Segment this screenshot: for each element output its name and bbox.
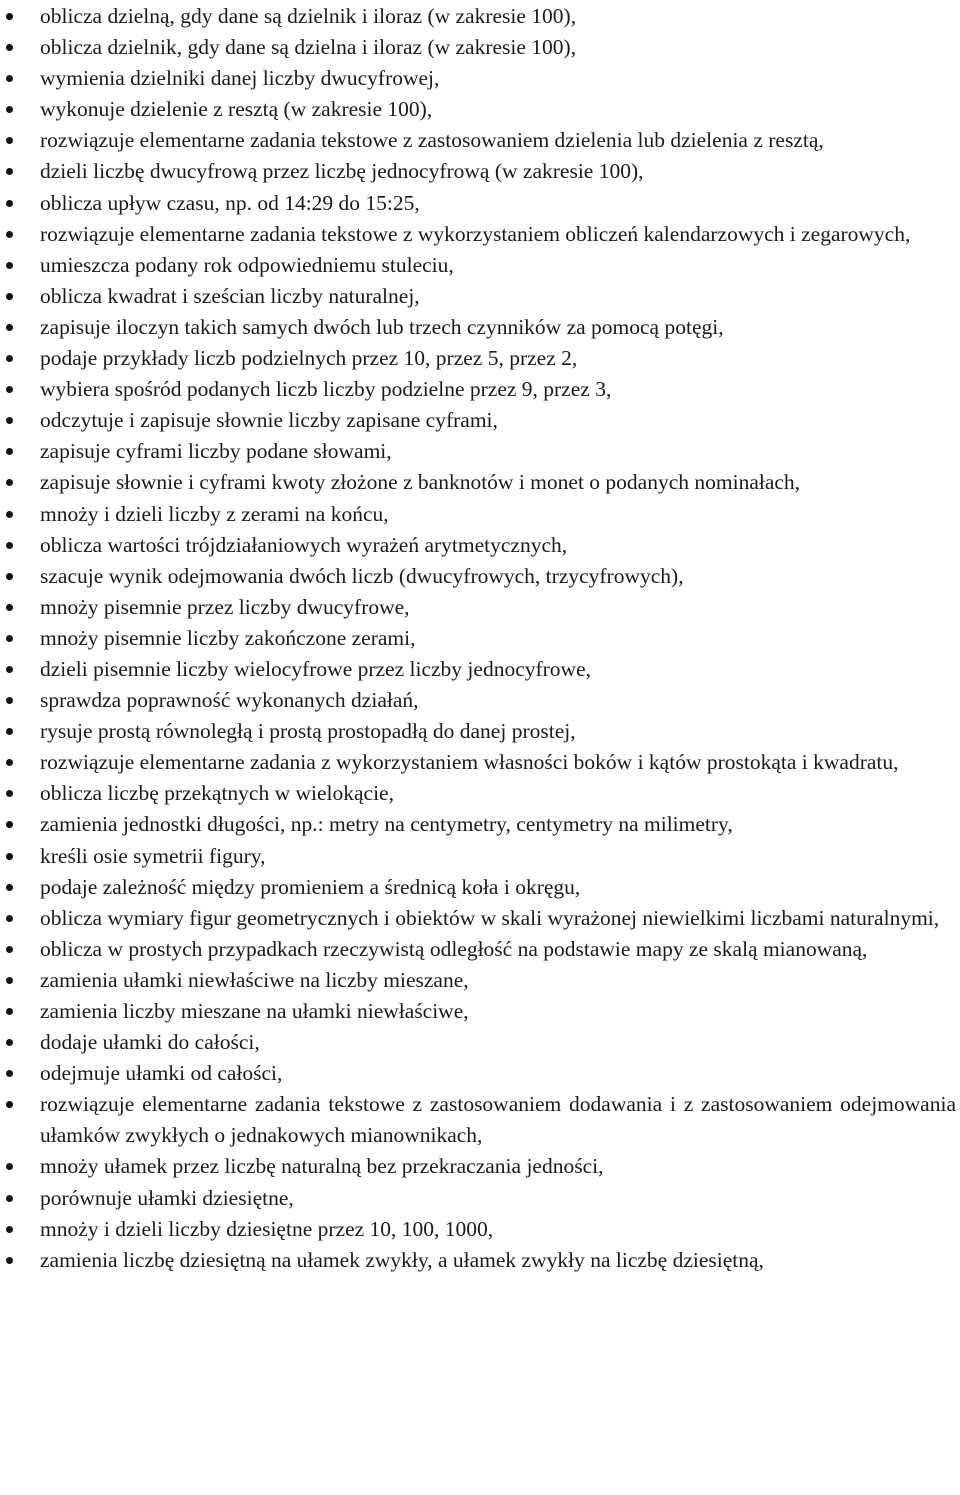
list-item [0, 561, 960, 592]
list-item [0, 841, 960, 872]
list-item-text: mnoży i dzieli liczby dziesiętne przez 10, 100, 1000, [40, 1216, 494, 1241]
list-item-text: wybiera spośród podanych liczb liczby podzielne przez 9, przez 3, [40, 377, 612, 402]
list-item [0, 467, 960, 498]
bullet-icon [6, 1101, 13, 1108]
list-item [0, 1183, 960, 1214]
list-item-text: zapisuje cyframi liczby podane słowami, [40, 439, 392, 464]
bullet-icon [6, 293, 13, 300]
bullet-icon [6, 697, 13, 704]
list-item-text: oblicza upływ czasu, np. od 14:29 do 15:25, [40, 190, 420, 215]
list-item-text: rozwiązuje elementarne zadania tekstowe z zastosowaniem dzielenia lub dzielenia z resztą, [40, 128, 824, 153]
list-item [0, 716, 960, 747]
bullet-icon [6, 1257, 13, 1264]
list-item-text: zamienia liczbę dziesiętną na ułamek zwykły, a ułamek zwykły na liczbę dziesiętną, [40, 1247, 764, 1272]
list-item-text: rysuje prostą równoległą i prostą prostopadłą do danej prostej, [40, 719, 576, 744]
bullet-icon [6, 106, 13, 113]
bullet-icon [6, 759, 13, 766]
bullet-icon [6, 511, 13, 518]
list-item-text: zamienia jednostki długości, np.: metry na centymetry, centymetry na milimetry, [40, 812, 733, 837]
bullet-icon [6, 853, 13, 860]
bullet-icon [6, 231, 13, 238]
list-item [0, 219, 960, 250]
bullet-icon [6, 1039, 13, 1046]
list-item [0, 1089, 960, 1151]
list-item [0, 312, 960, 343]
list-item-text: porównuje ułamki dziesiętne, [40, 1185, 294, 1210]
list-item-text: zamienia ułamki niewłaściwe na liczby mieszane, [40, 967, 469, 992]
bullet-icon [6, 977, 13, 984]
list-item [0, 281, 960, 312]
list-item-text: podaje zależność między promieniem a średnicą koła i okręgu, [40, 874, 581, 899]
list-item [0, 1151, 960, 1182]
list-item-text: szacuje wynik odejmowania dwóch liczb (dwucyfrowych, trzycyfrowych), [40, 563, 684, 588]
list-item [0, 809, 960, 840]
list-item-text: mnoży pisemnie przez liczby dwucyfrowe, [40, 594, 410, 619]
list-item-text: rozwiązuje elementarne zadania tekstowe z zastosowaniem dodawania i z zastosowaniem odejmowania ułamków zwykłych o jednakowych mianownikach, [40, 1092, 956, 1148]
bullet-icon [6, 635, 13, 642]
bullet-icon [6, 324, 13, 331]
list-item [0, 94, 960, 125]
list-item [0, 1027, 960, 1058]
list-item [0, 934, 960, 965]
list-item [0, 405, 960, 436]
bullet-icon [6, 821, 13, 828]
list-item-text: wymienia dzielniki danej liczby dwucyfrowej, [40, 66, 440, 91]
list-item [0, 685, 960, 716]
bullet-icon [6, 1226, 13, 1233]
list-item [0, 436, 960, 467]
bullet-icon [6, 542, 13, 549]
list-item-text: zapisuje iloczyn takich samych dwóch lub trzech czynników za pomocą potęgi, [40, 314, 724, 339]
list-item [0, 903, 960, 934]
bullet-icon [6, 666, 13, 673]
bullet-icon [6, 448, 13, 455]
list-item [0, 623, 960, 654]
list-item-text: umieszcza podany rok odpowiedniemu stuleciu, [40, 252, 454, 277]
bullet-icon [6, 137, 13, 144]
list-item [0, 63, 960, 94]
list-item [0, 1245, 960, 1276]
bullet-icon [6, 1070, 13, 1077]
list-item [0, 1214, 960, 1245]
bullet-icon [6, 728, 13, 735]
bullet-icon [6, 386, 13, 393]
list-item [0, 188, 960, 219]
list-item-text: oblicza w prostych przypadkach rzeczywistą odległość na podstawie mapy ze skalą mianowaną, [40, 936, 868, 961]
list-item-text: zamienia liczby mieszane na ułamki niewłaściwe, [40, 999, 469, 1023]
list-item-text: dodaje ułamki do całości, [40, 1030, 260, 1055]
list-item-text: mnoży i dzieli liczby z zerami na końcu, [40, 501, 389, 526]
bullet-icon [6, 13, 13, 20]
list-item [0, 872, 960, 903]
list-item-text: oblicza liczbę przekątnych w wielokącie, [40, 781, 394, 806]
list-item [0, 592, 960, 623]
list-item [0, 499, 960, 530]
list-item-text: dzieli pisemnie liczby wielocyfrowe przez liczby jednocyfrowe, [40, 656, 592, 681]
bullet-icon [6, 75, 13, 82]
list-item-text: dzieli liczbę dwucyfrową przez liczbę jednocyfrową (w zakresie 100), [40, 159, 644, 184]
list-item [0, 343, 960, 374]
list-item-text: zapisuje słownie i cyframi kwoty złożone z banknotów i monet o podanych nominałach, [40, 470, 801, 495]
bullet-icon [6, 200, 13, 207]
list-item-text: wykonuje dzielenie z resztą (w zakresie 100), [40, 97, 433, 122]
bullet-icon [6, 604, 13, 611]
bullet-icon [6, 417, 13, 424]
list-item [0, 374, 960, 405]
bullet-icon [6, 790, 13, 797]
list-item-text: podaje przykłady liczb podzielnych przez 10, przez 5, przez 2, [40, 346, 578, 371]
list-item [0, 530, 960, 561]
list-item [0, 125, 960, 156]
bullet-icon [6, 573, 13, 580]
list-item [0, 965, 960, 996]
list-item-text: odejmuje ułamki od całości, [40, 1061, 283, 1086]
list-item [0, 250, 960, 281]
bullet-list [0, 1, 960, 1276]
bullet-icon [6, 479, 13, 486]
bullet-icon [6, 44, 13, 51]
bullet-icon [6, 1008, 13, 1015]
list-item-text: oblicza wartości trójdziałaniowych wyrażeń arytmetycznych, [40, 532, 568, 557]
list-item-text: oblicza dzielną, gdy dane są dzielnik i iloraz (w zakresie 100), [40, 4, 577, 28]
bullet-icon [6, 355, 13, 362]
bullet-icon [6, 915, 13, 922]
list-item-text: odczytuje i zapisuje słownie liczby zapisane cyframi, [40, 408, 498, 433]
list-item-text: kreśli osie symetrii figury, [40, 843, 266, 868]
list-item-text: mnoży ułamek przez liczbę naturalną bez przekraczania jedności, [40, 1154, 604, 1179]
list-item-text: mnoży pisemnie liczby zakończone zerami, [40, 625, 416, 650]
list-item [0, 654, 960, 685]
list-item-text: rozwiązuje elementarne zadania tekstowe z wykorzystaniem obliczeń kalendarzowych i zegarowych, [40, 221, 911, 246]
bullet-icon [6, 1195, 13, 1202]
bullet-icon [6, 884, 13, 891]
bullet-icon [6, 946, 13, 953]
list-item [0, 747, 960, 778]
list-item-text: oblicza wymiary figur geometrycznych i obiektów w skali wyrażonej niewielkimi liczbami naturalnymi, [40, 905, 940, 930]
bullet-icon [6, 168, 13, 175]
list-item [0, 156, 960, 187]
list-item [0, 1058, 960, 1089]
list-item-text: oblicza kwadrat i sześcian liczby naturalnej, [40, 283, 420, 308]
list-item [0, 778, 960, 809]
list-item-text: sprawdza poprawność wykonanych działań, [40, 688, 419, 713]
bullet-icon [6, 262, 13, 269]
list-item [0, 1, 960, 32]
list-item-text: oblicza dzielnik, gdy dane są dzielna i iloraz (w zakresie 100), [40, 35, 577, 60]
list-item-text: rozwiązuje elementarne zadania z wykorzystaniem własności boków i kątów prostokąta i kwadratu, [40, 750, 899, 775]
list-item [0, 32, 960, 63]
bullet-icon [6, 1163, 13, 1170]
list-item [0, 996, 960, 1027]
